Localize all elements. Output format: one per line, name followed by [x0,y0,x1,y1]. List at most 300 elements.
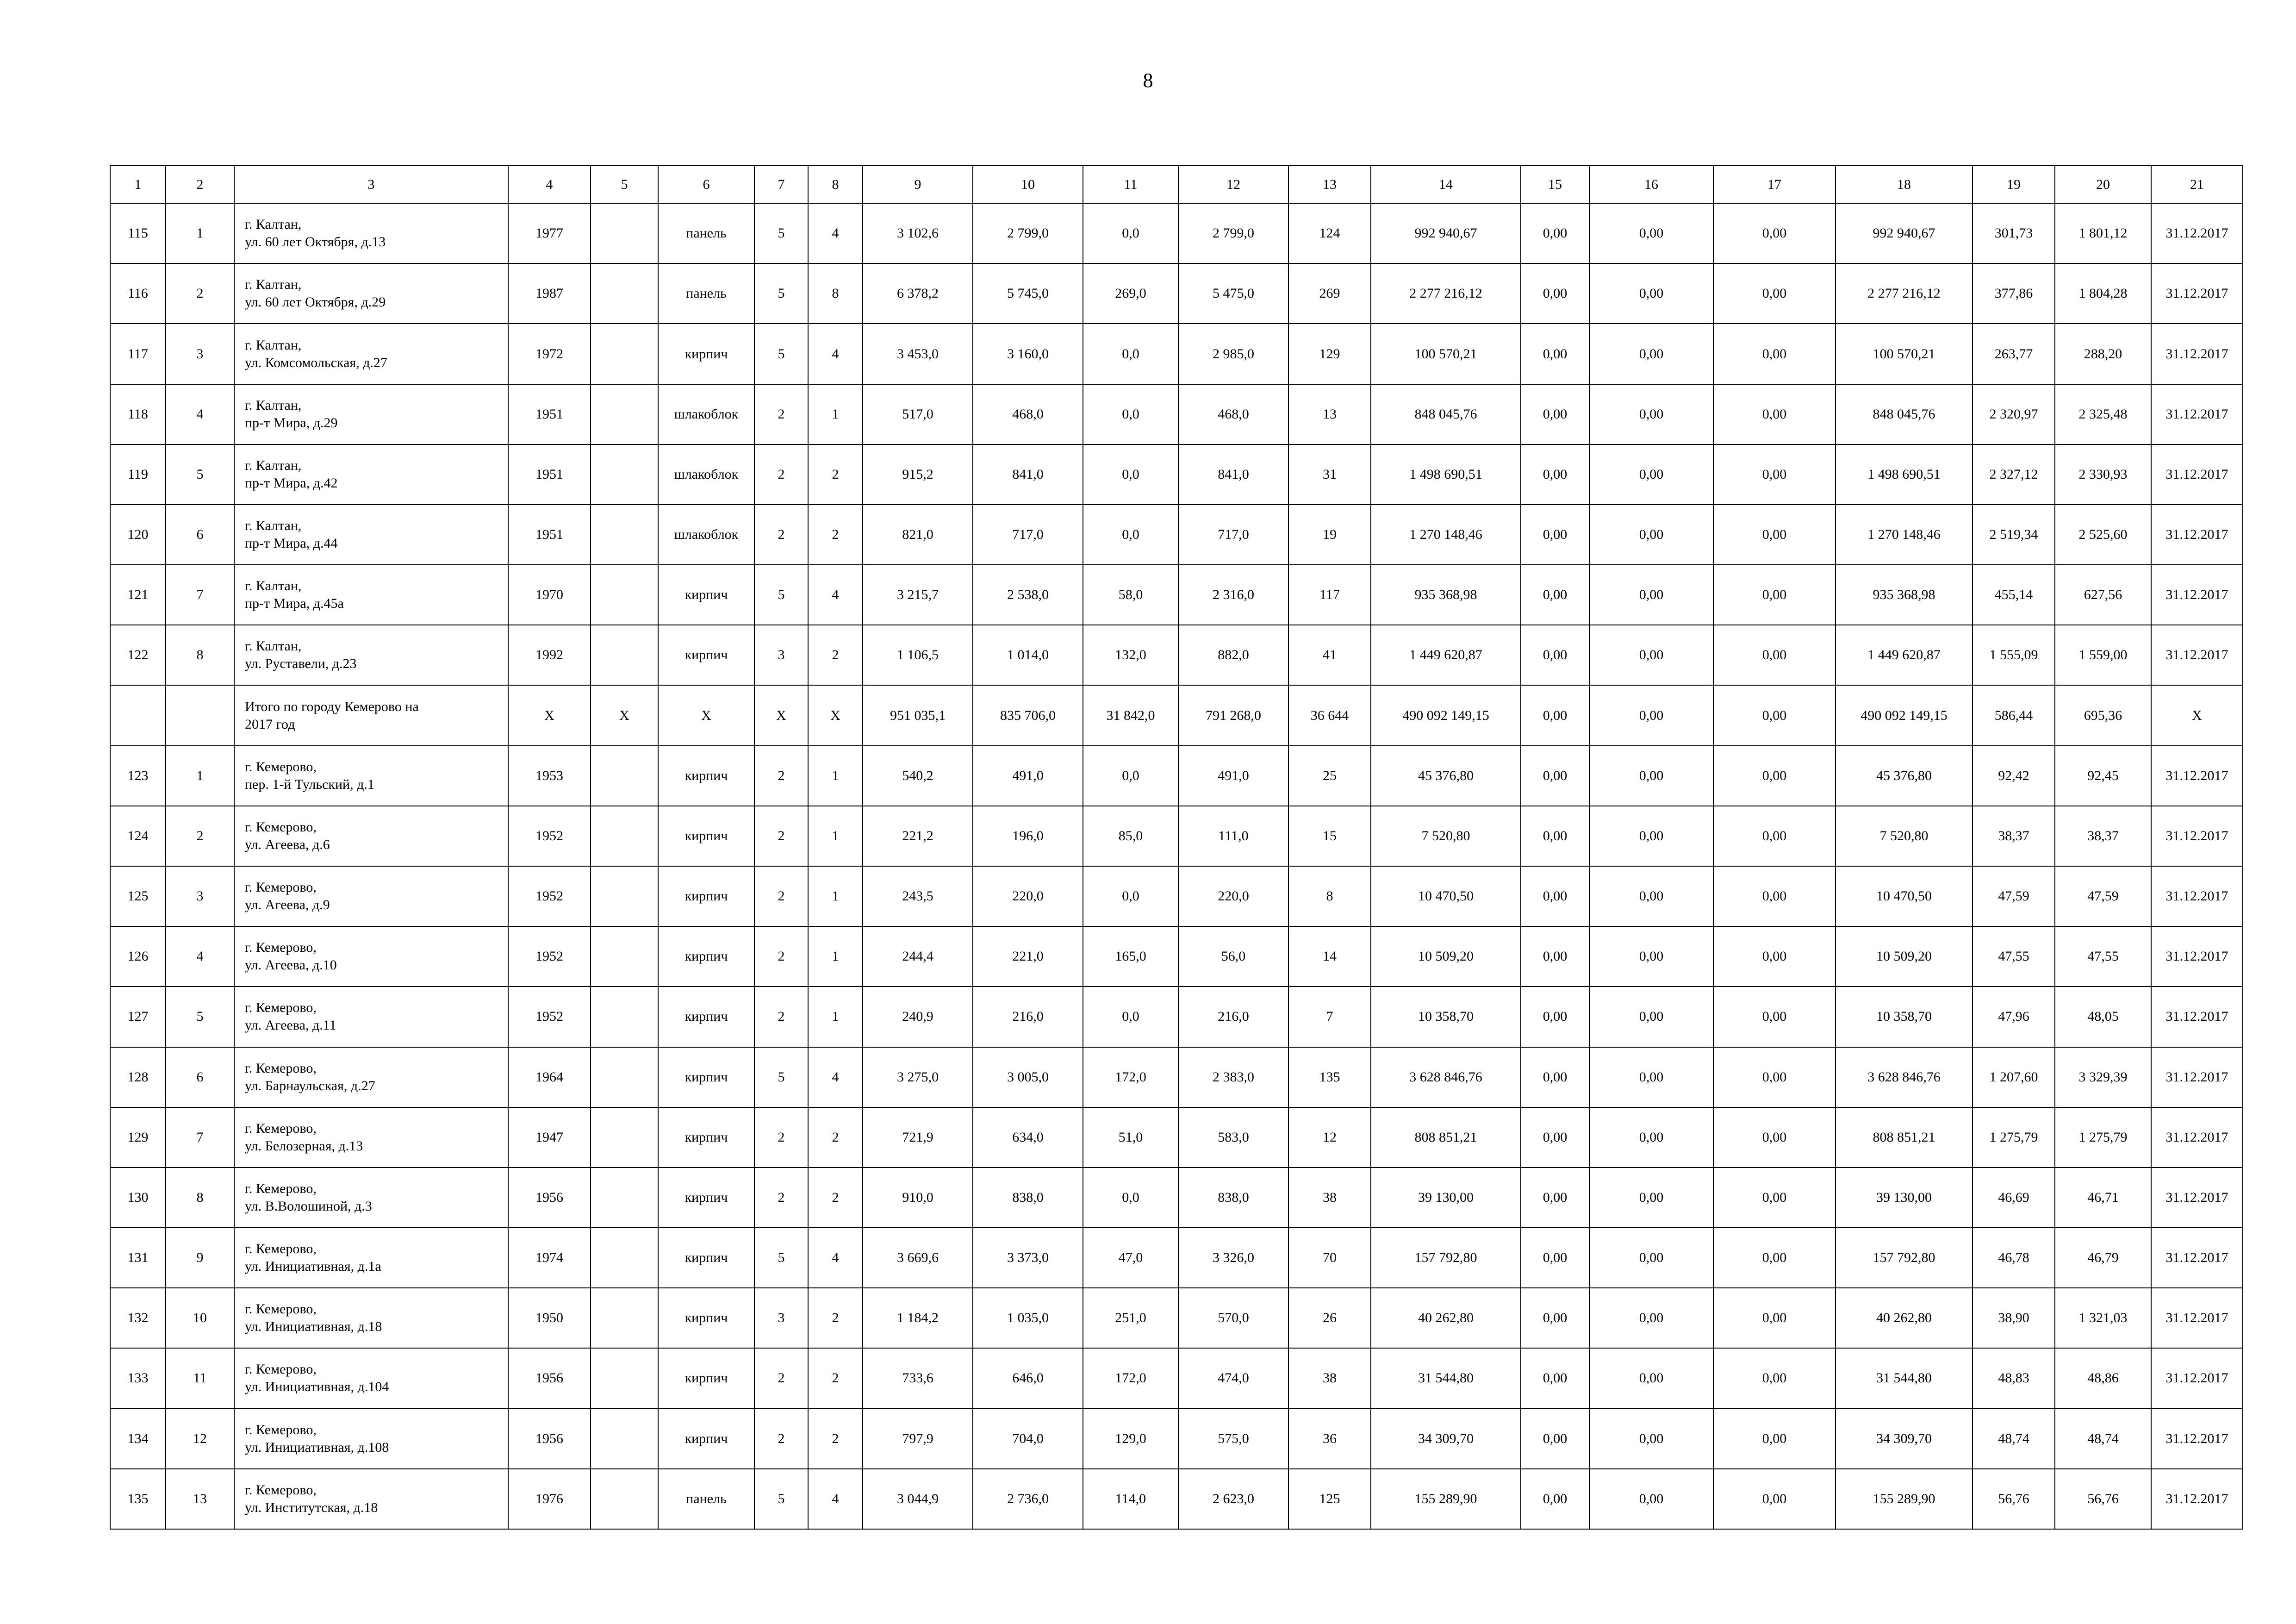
table-cell: 1956 [508,1409,591,1469]
page-number: 8 [1143,69,1153,92]
table-cell: 491,0 [973,746,1083,806]
table-cell: 1 801,12 [2055,203,2151,263]
address-line: г. Калтан, [245,337,302,353]
column-number-cell: 4 [508,166,591,203]
table-cell: 48,83 [1972,1348,2055,1408]
table-row [110,1288,2243,1348]
column-number-cell: 14 [1371,166,1521,203]
table-cell: 695,36 [2055,685,2151,745]
table-cell: 7 520,80 [1836,806,1972,866]
table-cell: 10 509,20 [1371,926,1521,987]
table-cell: 627,56 [2055,565,2151,625]
table-cell: 128 [110,1047,166,1107]
table-cell: 31.12.2017 [2151,505,2243,565]
table-cell: 2 519,34 [1972,505,2055,565]
table-cell: 9 [166,1228,234,1288]
table-cell: 0,0 [1083,505,1178,565]
table-cell: кирпич [658,1288,754,1348]
address-line: г. Кемерово, [245,1422,317,1437]
table-cell [591,263,658,324]
table-cell: 2 [808,1409,863,1469]
table-cell: 58,0 [1083,565,1178,625]
table-cell: 2 538,0 [973,565,1083,625]
table-cell: 48,86 [2055,1348,2151,1408]
address-line: г. Калтан, [245,638,302,654]
table-cell: 31.12.2017 [2151,1107,2243,1168]
table-cell: 1 498 690,51 [1836,444,1972,505]
table-cell: 0,0 [1083,866,1178,926]
table-cell: 1 [808,806,863,866]
table-cell: 490 092 149,15 [1371,685,1521,745]
address-cell [234,625,508,685]
table-cell: 46,79 [2055,1228,2151,1288]
table-cell: 124 [1288,203,1371,263]
table-row [110,1469,2243,1529]
table-cell: 2 799,0 [1178,203,1288,263]
table-cell: 733,6 [863,1348,973,1408]
table-cell: 46,78 [1972,1228,2055,1288]
table-cell: 0,00 [1713,685,1836,745]
table-cell: 0,00 [1521,1288,1589,1348]
table-cell: 125 [110,866,166,926]
table-cell: 36 [1288,1409,1371,1469]
table-cell: 583,0 [1178,1107,1288,1168]
table-cell: 114,0 [1083,1469,1178,1529]
table-cell [591,1348,658,1408]
table-cell: 56,76 [1972,1469,2055,1529]
table-cell: 3 [166,324,234,384]
column-number-cell: 3 [234,166,508,203]
table-cell: 3 005,0 [973,1047,1083,1107]
table-cell: 3 453,0 [863,324,973,384]
table-cell: 0,00 [1589,685,1713,745]
table-cell: 1951 [508,505,591,565]
table-cell: 122 [110,625,166,685]
table-cell: 2 623,0 [1178,1469,1288,1529]
table-cell: 992 940,67 [1836,203,1972,263]
table-cell: 132,0 [1083,625,1178,685]
address-line: ул. Комсомольская, д.27 [245,355,387,370]
table-cell: 4 [166,384,234,444]
table-cell: 0,00 [1589,1469,1713,1529]
table-cell: 11 [166,1348,234,1408]
address-cell [234,746,508,806]
address-line: г. Калтан, [245,457,302,473]
table-cell: 468,0 [1178,384,1288,444]
table-cell: 491,0 [1178,746,1288,806]
address-cell [234,1107,508,1168]
table-cell: 0,00 [1589,1228,1713,1288]
address-line: ул. Инициативная, д.18 [245,1319,382,1335]
table-cell: 243,5 [863,866,973,926]
table-cell [591,625,658,685]
table-cell: 2 799,0 [973,203,1083,263]
table-cell: 10 [166,1288,234,1348]
address-line: ул. Белозерная, д.13 [245,1138,363,1154]
table-cell: 220,0 [1178,866,1288,926]
table-cell: 0,00 [1589,1047,1713,1107]
table-cell: 47,0 [1083,1228,1178,1288]
address-line: ул. Агеева, д.6 [245,837,330,852]
table-cell: кирпич [658,1168,754,1228]
table-cell: 935 368,98 [1836,565,1972,625]
table-cell: 3 215,7 [863,565,973,625]
address-line: ул. Агеева, д.9 [245,897,330,913]
table-cell: 0,00 [1521,1107,1589,1168]
table-cell: 31.12.2017 [2151,1469,2243,1529]
table-cell: 5 [754,324,808,384]
address-cell [234,1168,508,1228]
table-cell: 7 520,80 [1371,806,1521,866]
table-cell: 6 [166,1047,234,1107]
table-cell: 0,00 [1589,1168,1713,1228]
table-cell: 1956 [508,1348,591,1408]
table-cell: 51,0 [1083,1107,1178,1168]
table-row [110,1047,2243,1107]
table-cell: 221,0 [973,926,1083,987]
table-cell: 1 275,79 [2055,1107,2151,1168]
table-cell: 1951 [508,444,591,505]
table-row [110,384,2243,444]
table-cell: 0,00 [1521,926,1589,987]
table-cell: 165,0 [1083,926,1178,987]
address-cell [234,384,508,444]
table-cell: 263,77 [1972,324,2055,384]
table-cell: 0,00 [1521,444,1589,505]
table-row [110,1348,2243,1408]
table-row [110,685,2243,745]
address-line: г. Кемерово, [245,940,317,956]
table-cell: 31.12.2017 [2151,565,2243,625]
table-row [110,505,2243,565]
table-cell: 92,45 [2055,746,2151,806]
column-number-cell: 11 [1083,166,1178,203]
table-cell: 117 [1288,565,1371,625]
table-cell: 2 736,0 [973,1469,1083,1529]
table-cell: 5 475,0 [1178,263,1288,324]
table-cell: 0,00 [1589,1409,1713,1469]
column-number-cell: 6 [658,166,754,203]
column-number-cell: 5 [591,166,658,203]
table-body [110,166,2243,1529]
table-cell: 1 207,60 [1972,1047,2055,1107]
table-cell: 0,00 [1521,1047,1589,1107]
table-cell: 1 035,0 [973,1288,1083,1348]
table-row [110,987,2243,1047]
address-line: пер. 1-й Тульский, д.1 [245,776,374,792]
address-cell [234,263,508,324]
table-cell: 46,69 [1972,1168,2055,1228]
address-line: пр-т Мира, д.45а [245,596,344,612]
table-cell [591,866,658,926]
table-cell: 117 [110,324,166,384]
table-cell: 133 [110,1348,166,1408]
table-cell: 2 [754,1409,808,1469]
table-cell: 155 289,90 [1836,1469,1972,1529]
table-cell: 121 [110,565,166,625]
table-cell: 838,0 [973,1168,1083,1228]
table-cell [591,1409,658,1469]
table-cell: 0,00 [1713,1168,1836,1228]
table-cell: 1 [166,746,234,806]
table-cell: 1 106,5 [863,625,973,685]
table-cell: 2 277 216,12 [1836,263,1972,324]
table-cell: 31 544,80 [1371,1348,1521,1408]
address-line: г. Кемерово, [245,1301,317,1317]
table-cell: 2 383,0 [1178,1047,1288,1107]
address-line: 2017 год [245,716,295,732]
table-cell: 2 330,93 [2055,444,2151,505]
table-cell: 915,2 [863,444,973,505]
table-cell: панель [658,203,754,263]
table-cell: 2 325,48 [2055,384,2151,444]
address-cell [234,1409,508,1469]
table-cell [591,806,658,866]
table-cell: 120 [110,505,166,565]
column-number-cell: 18 [1836,166,1972,203]
table-cell: 116 [110,263,166,324]
table-cell: 2 [754,806,808,866]
table-cell: 4 [808,1469,863,1529]
table-cell: кирпич [658,1107,754,1168]
table-cell: 5 [754,1228,808,1288]
table-cell: 0,0 [1083,1168,1178,1228]
table-cell: 0,00 [1589,384,1713,444]
table-cell: 5 745,0 [973,263,1083,324]
table-cell: 1974 [508,1228,591,1288]
table-cell: 517,0 [863,384,973,444]
table-cell [591,1168,658,1228]
table-cell: 0,00 [1521,263,1589,324]
table-cell: кирпич [658,866,754,926]
table-cell: 0,00 [1713,625,1836,685]
table-cell: 0,00 [1713,444,1836,505]
table-cell: 288,20 [2055,324,2151,384]
table-cell: 240,9 [863,987,973,1047]
table-cell: 821,0 [863,505,973,565]
table-cell: 38,37 [1972,806,2055,866]
table-cell: кирпич [658,926,754,987]
table-cell: 34 309,70 [1371,1409,1521,1469]
table-cell: 0,00 [1589,1288,1713,1348]
table-cell: 38,37 [2055,806,2151,866]
table-cell: 5 [754,1047,808,1107]
table-cell: 835 706,0 [973,685,1083,745]
table-cell: 0,00 [1521,625,1589,685]
table-cell: 0,00 [1713,1228,1836,1288]
column-number-cell: 20 [2055,166,2151,203]
address-cell [234,866,508,926]
table-cell: 25 [1288,746,1371,806]
table-cell: 220,0 [973,866,1083,926]
table-cell: 0,0 [1083,987,1178,1047]
table-cell: X [508,685,591,745]
table-cell: 31.12.2017 [2151,746,2243,806]
table-cell: 2 [754,1348,808,1408]
table-cell: 157 792,80 [1836,1228,1972,1288]
table-cell: 172,0 [1083,1348,1178,1408]
table-cell: 1952 [508,926,591,987]
table-cell: 3 160,0 [973,324,1083,384]
table-cell: 2 [754,444,808,505]
table-cell: 100 570,21 [1836,324,1972,384]
table-cell: 0,00 [1521,324,1589,384]
table-cell: 41 [1288,625,1371,685]
table-cell: 2 [754,987,808,1047]
table-cell: 1 498 690,51 [1371,444,1521,505]
table-cell: 31.12.2017 [2151,324,2243,384]
table-cell: 301,73 [1972,203,2055,263]
table-cell: 0,00 [1521,1228,1589,1288]
table-cell: 31.12.2017 [2151,866,2243,926]
table-cell: 0,00 [1521,746,1589,806]
table-cell: 31.12.2017 [2151,1168,2243,1228]
table-cell: панель [658,263,754,324]
table-cell: 0,00 [1521,384,1589,444]
table-cell [591,987,658,1047]
table-cell: 474,0 [1178,1348,1288,1408]
table-cell: 134 [110,1409,166,1469]
address-line: г. Кемерово, [245,819,317,835]
table-cell: 47,55 [2055,926,2151,987]
table-cell: 8 [808,263,863,324]
table-row [110,263,2243,324]
table-cell: 31.12.2017 [2151,1047,2243,1107]
table-cell: 125 [1288,1469,1371,1529]
table-cell: 0,0 [1083,324,1178,384]
table-cell: 132 [110,1288,166,1348]
table-cell: 4 [808,1047,863,1107]
table-cell: 540,2 [863,746,973,806]
table-cell: 34 309,70 [1836,1409,1972,1469]
table-cell: шлакоблок [658,505,754,565]
address-line: г. Кемерово, [245,1362,317,1377]
table-cell: 0,00 [1713,746,1836,806]
table-cell [591,324,658,384]
table-row [110,1409,2243,1469]
table-cell: 1 184,2 [863,1288,973,1348]
table-cell: 1956 [508,1168,591,1228]
table-cell: 70 [1288,1228,1371,1288]
table-cell: 39 130,00 [1836,1168,1972,1228]
table-cell: 111,0 [1178,806,1288,866]
table-cell: 2 [808,444,863,505]
address-line: пр-т Мира, д.42 [245,475,338,491]
table-cell: 0,00 [1713,1348,1836,1408]
table-cell: 100 570,21 [1371,324,1521,384]
column-number-cell: 8 [808,166,863,203]
table-cell: 0,0 [1083,746,1178,806]
table-cell: 130 [110,1168,166,1228]
table-cell: 2 [754,746,808,806]
table-cell: кирпич [658,746,754,806]
table-cell: 31 544,80 [1836,1348,1972,1408]
table-cell: 1 559,00 [2055,625,2151,685]
address-line: г. Калтан, [245,578,302,594]
table-cell: 1 449 620,87 [1371,625,1521,685]
table-cell: 48,74 [2055,1409,2151,1469]
table-cell: 13 [1288,384,1371,444]
table-cell: 4 [808,203,863,263]
table-cell: 2 316,0 [1178,565,1288,625]
table-cell: 216,0 [973,987,1083,1047]
table-cell: 3 275,0 [863,1047,973,1107]
table-cell: 31.12.2017 [2151,444,2243,505]
table-cell: 14 [1288,926,1371,987]
address-line: ул. Институтская, д.18 [245,1499,378,1515]
table-cell: 0,00 [1521,1348,1589,1408]
table-cell: 2 [754,1107,808,1168]
table-cell: 45 376,80 [1371,746,1521,806]
table-cell: 0,00 [1589,565,1713,625]
table-cell: 1 449 620,87 [1836,625,1972,685]
table-cell: 12 [1288,1107,1371,1168]
table-cell: 2 985,0 [1178,324,1288,384]
table-cell: 2 [754,1168,808,1228]
table-cell: 5 [754,565,808,625]
table-cell: 40 262,80 [1836,1288,1972,1348]
table-cell: 0,0 [1083,384,1178,444]
table-cell: 2 [754,505,808,565]
address-cell [234,1288,508,1348]
table-cell: кирпич [658,324,754,384]
table-cell: 85,0 [1083,806,1178,866]
table-cell: 0,00 [1713,324,1836,384]
table-cell: 377,86 [1972,263,2055,324]
table-cell: 10 509,20 [1836,926,1972,987]
table-cell: 3 628 846,76 [1371,1047,1521,1107]
table-cell: 841,0 [973,444,1083,505]
table-cell: 1 [808,746,863,806]
table-cell: 882,0 [1178,625,1288,685]
table-cell: кирпич [658,565,754,625]
column-number-cell: 12 [1178,166,1288,203]
table-cell: 10 470,50 [1371,866,1521,926]
table-cell: 31.12.2017 [2151,926,2243,987]
table-cell: 7 [1288,987,1371,1047]
table-cell: 124 [110,806,166,866]
table-cell: 31 842,0 [1083,685,1178,745]
table-cell: 31 [1288,444,1371,505]
address-line: ул. 60 лет Октября, д.13 [245,234,386,250]
table-cell: 115 [110,203,166,263]
table-cell [591,746,658,806]
table-cell: 1 014,0 [973,625,1083,685]
table-cell: 841,0 [1178,444,1288,505]
table-cell: 1 [808,926,863,987]
table-cell: 8 [1288,866,1371,926]
table-cell: 935 368,98 [1371,565,1521,625]
table-cell: кирпич [658,806,754,866]
address-cell [234,203,508,263]
table-cell: 1976 [508,1469,591,1529]
table-cell: 455,14 [1972,565,2055,625]
table-cell: 2 [166,263,234,324]
table-cell: 586,44 [1972,685,2055,745]
table-cell: 838,0 [1178,1168,1288,1228]
table-cell: 31.12.2017 [2151,263,2243,324]
table-cell: 31.12.2017 [2151,384,2243,444]
table-cell: 196,0 [973,806,1083,866]
table-cell: 1 [808,384,863,444]
table-cell: 46,71 [2055,1168,2151,1228]
table-cell: кирпич [658,987,754,1047]
table-cell [591,1228,658,1288]
address-cell [234,324,508,384]
address-line: г. Кемерово, [245,880,317,895]
table-cell: 0,00 [1713,263,1836,324]
address-line: г. Кемерово, [245,1060,317,1076]
